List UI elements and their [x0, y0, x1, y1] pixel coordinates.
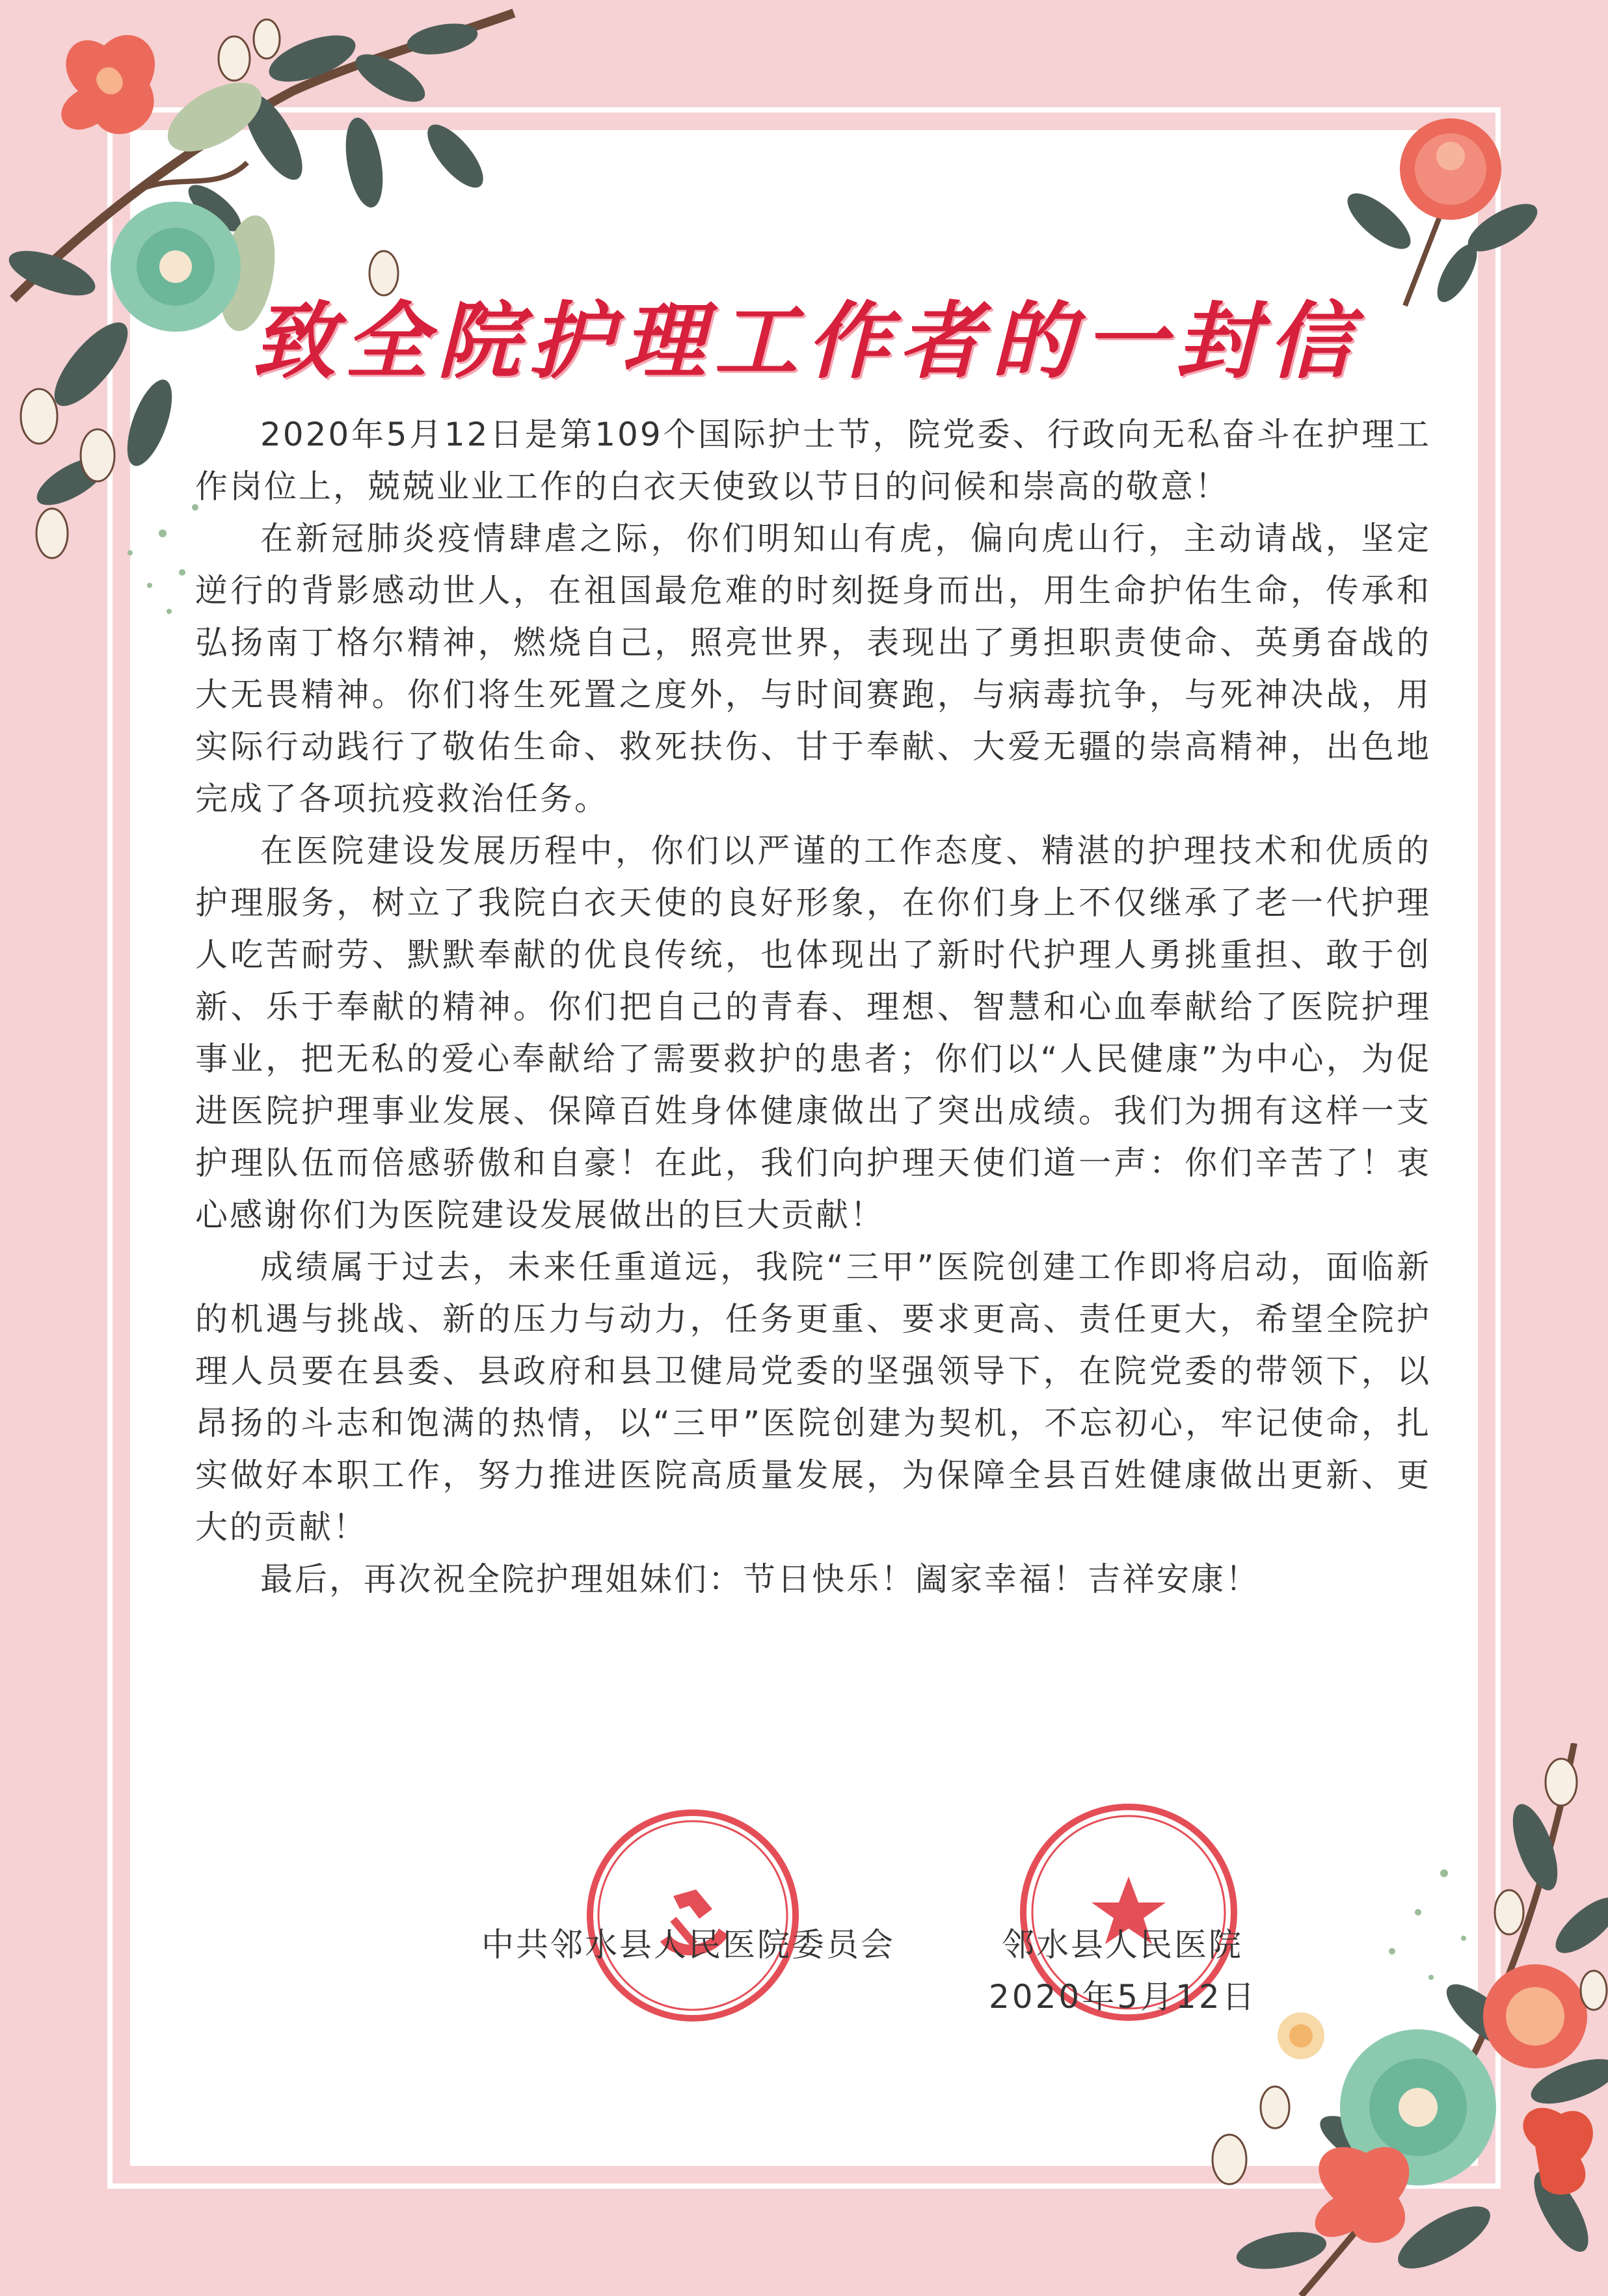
- signature-date: 2020年5月12日: [989, 1978, 1257, 2016]
- paragraph: 在新冠肺炎疫情肆虐之际，你们明知山有虎，偏向虎山行，主动请战，坚定逆行的背影感动世人，在祖国最危难的时刻挺身而出，用生命护佑生命，传承和弘扬南丁格尔精神，燃烧自己，照亮世界，表现出了勇担职责使命、英勇奋战的大无畏精神。你们将生死置之度外，与时间赛跑，与病毒抗争，与死神决战，用实际行动践行了敬佑生命、救死扶伤、甘于奉献、大爱无疆的崇高精神，出色地完成了各项抗疫救治任务。: [195, 520, 1431, 818]
- paragraph: 最后，再次祝全院护理姐妹们：节日快乐！阖家幸福！吉祥安康！: [260, 1560, 1260, 1598]
- party-committee-seal: [582, 1805, 803, 2026]
- signature-party-committee: 中共邻水县人民医院委员会: [481, 1926, 895, 1964]
- letter-body: [195, 408, 1431, 1605]
- paragraph: 成绩属于过去，未来任重道远，我院“三甲”医院创建工作即将启动，面临新的机遇与挑战、新的压力与动力，任务更重、要求更高、责任更大，希望全院护理人员要在县委、县政府和县卫健局党委的坚强领导下，在院党委的带领下，以昂扬的斗志和饱满的热情，以“三甲”医院创建为契机，不忘初心，牢记使命，扎实做好本职工作，努力推进医院高质量发展，为保障全县百姓健康做出更新、更大的贡献！: [195, 1248, 1431, 1546]
- paragraph: 在医院建设发展历程中，你们以严谨的工作态度、精湛的护理技术和优质的护理服务，树立了我院白衣天使的良好形象，在你们身上不仅继承了老一代护理人吃苦耐劳、默默奉献的优良传统，也体现出了新时代护理人勇挑重担、敢于创新、乐于奉献的精神。你们把自己的青春、理想、智慧和心血奉献给了医院护理事业，把无私的爱心奉献给了需要救护的患者；你们以“人民健康”为中心，为促进医院护理事业发展、保障百姓身体健康做出了突出成绩。我们为拥有这样一支护理队伍而倍感骄傲和自豪！在此，我们向护理天使们道一声：你们辛苦了！衷心感谢你们为医院建设发展做出的巨大贡献！: [195, 832, 1431, 1234]
- signature-hospital: 邻水县人民医院: [1002, 1926, 1243, 1964]
- paragraph: 2020年5月12日是第109个国际护士节，院党委、行政向无私奋斗在护理工作岗位上，兢兢业业工作的白衣天使致以节日的问候和崇高的敬意！: [195, 416, 1431, 505]
- letter-title: 致全院护理工作者的一封信: [252, 293, 1361, 390]
